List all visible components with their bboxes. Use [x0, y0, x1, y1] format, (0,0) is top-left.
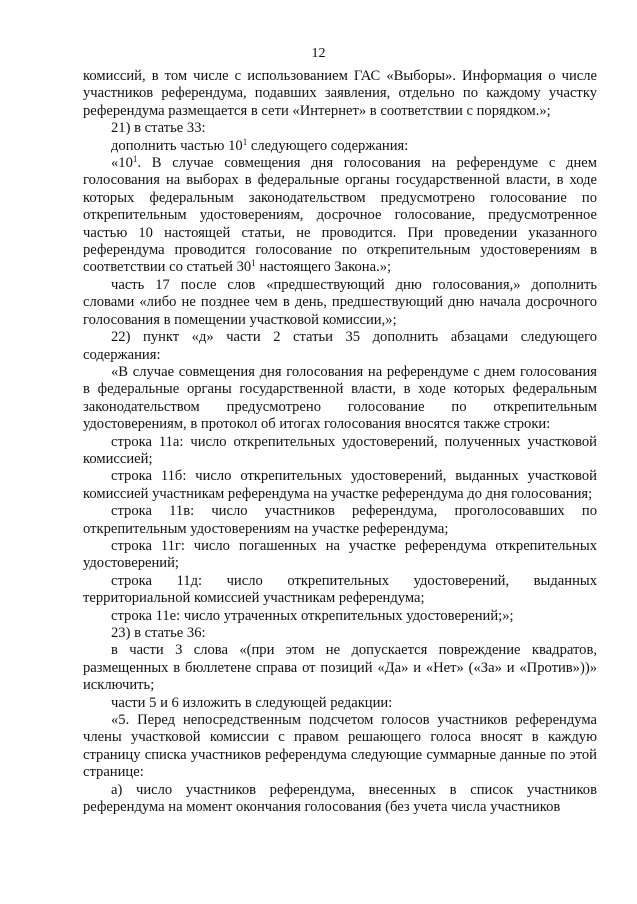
paragraph: [83, 138, 597, 155]
paragraph: [83, 538, 597, 573]
text-run: строка 11в: число участников референдума, проголосовавших по открепительным удостоверениям на участке референдума;: [83, 503, 597, 537]
text-run: строка 11б: число открепительных удостоверений, выданных участковой комиссией участникам референдума на участке референдума до дня голосования;: [83, 468, 597, 502]
paragraph: [83, 712, 597, 782]
paragraph: [83, 155, 597, 277]
text-run: в части 3 слова «(при этом не допускается повреждение квадратов, размещенных в бюллетене справа от позиций «Да» и «Нет» («За» и «Против»))» исключить;: [83, 642, 597, 694]
paragraph: [83, 277, 597, 329]
text-run: части 5 и 6 изложить в следующей редакции:: [111, 694, 393, 711]
superscript: 1: [242, 136, 248, 147]
text-run: 23) в статье 36:: [111, 625, 206, 641]
paragraph: [83, 782, 597, 817]
paragraph: [83, 503, 597, 538]
text-run: строка 11д: число открепительных удостоверений, выданных территориальной комиссией участникам референдума;: [83, 572, 597, 607]
text-run: дополнить частью 10: [111, 137, 243, 154]
paragraph: [83, 695, 597, 712]
superscript: 1: [251, 258, 256, 269]
text-run: комиссий, в том числе с использованием ГАС «Выборы». Информация о числе участников референдума, подавших заявления, отдельно по каждому участку референдума размещается в сети «Интернет» в соответствии с порядком.»;: [83, 68, 597, 119]
paragraph: [83, 468, 597, 503]
text-run: строка 11а: число открепительных удостоверений, полученных участковой комиссией;: [83, 433, 597, 467]
text-run: . В случае совмещения дня голосования на референдуме с днем голосования на выборах в федеральные органы государственной власти, в ходе которых федеральным законодательством предусмотрено голосование по открепительным удостоверениям, досрочное голосование, предусмотренное частью 10 настоящей статьи, не проводится. При проведении указанного референдума проводится голосование по открепительным удостоверениям в соответствии со статьей 30: [83, 155, 597, 276]
paragraph: [83, 329, 597, 364]
text-run: строка 11е: число утраченных открепительных удостоверений;»;: [111, 607, 514, 624]
text-run: а) число участников референдума, внесенных в список участников референдума на момент окончания голосования (без учета числа участников: [83, 781, 597, 816]
paragraph: [83, 608, 597, 625]
paragraph: [83, 120, 597, 137]
text-run: «В случае совмещения дня голосования на референдуме с днем голосования в федеральные органы государственной власти, в ходе которых федеральным законодательством предусмотрено голосование по открепительным удостоверениям, в протокол об итогах голосования вносятся также строки:: [83, 363, 597, 433]
text-run: «10: [111, 155, 133, 172]
document-body: [83, 68, 597, 816]
text-run: 21) в статье 33:: [111, 120, 206, 137]
paragraph: [83, 364, 597, 434]
text-run: 22) пункт «д» части 2 статьи 35 дополнить абзацами следующего содержания:: [83, 329, 597, 363]
text-run: настоящего Закона.»;: [255, 259, 392, 276]
text-run: следующего содержания:: [247, 137, 409, 154]
text-run: часть 17 после слов «предшествующий дню голосования,» дополнить словами «либо не позднее чем в день, предшествующий дню начала досрочного голосования в помещении участковой комиссии,»;: [83, 276, 597, 328]
text-run: «5. Перед непосредственным подсчетом голосов участников референдума члены участковой комиссии с правом решающего голоса вносят в каждую страницу списка участников референдума следующие суммарные данные по этой странице:: [83, 712, 597, 781]
paragraph: [83, 625, 597, 642]
paragraph: [83, 68, 597, 120]
paragraph: [83, 434, 597, 469]
paragraph: [83, 642, 597, 694]
text-run: строка 11г: число погашенных на участке референдума открепительных удостоверений;: [83, 537, 597, 572]
page-number: 12: [311, 46, 326, 61]
paragraph: [83, 573, 597, 608]
superscript: 1: [132, 154, 138, 165]
